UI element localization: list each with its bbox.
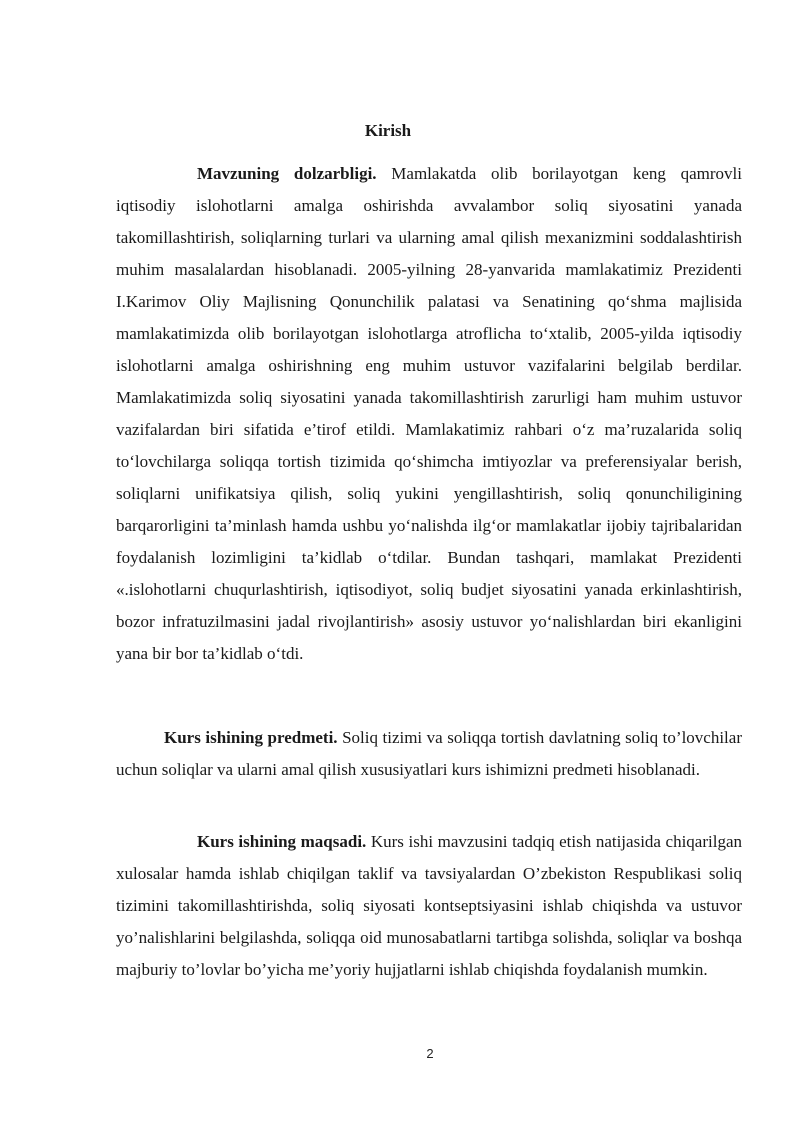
paragraph-body: Soliq tizimi va soliqqa tortish davlatning soliq to’lovchilar uchun soliqlar va ularni amal qilish xususiyatlari kurs ishimizni predmeti hisoblanadi. — [116, 728, 742, 779]
paragraph-maqsadi — [116, 826, 742, 986]
page-title: Kirish — [364, 121, 412, 140]
paragraph-heading: Kurs ishining maqsadi. — [197, 832, 367, 851]
paragraph-body: Kurs ishi mavzusini tadqiq etish natijasida chiqarilgan xulosalar hamda ishlab chiqilgan taklif va tavsiyalardan O’zbekiston Respublikasi soliq tizimini takomillashtirishda, soliq siyosati kontseptsiyasini ishlab chiqishda va ustuvor yo’nalishlarini belgilashda, soliqqa oid munosabatlarni tartibga solishda, soliqlar va boshqa majburiy to’lovlar bo’yicha me’yoriy hujjatlarni ishlab chiqishda foydalanish mumkin. — [116, 832, 742, 979]
paragraph-predmeti — [116, 722, 742, 786]
paragraph-heading: Kurs ishining predmeti. — [164, 728, 338, 747]
paragraph-dolzarbligi — [116, 158, 742, 670]
page-number: 2 — [426, 1046, 434, 1061]
paragraph-heading: Mavzuning dolzarbligi. — [197, 164, 377, 183]
paragraph-body: Mamlakatda olib borilayotgan keng qamrovli iqtisodiy islohotlarni amalga oshirishda avvalambor soliq siyosatini yanada takomillashtirish, soliqlarning turlari va ularning amal qilish mexanizmini soddalashtirish muhim masalalardan hisoblanadi. 2005-yilning 28-yanvarida mamlakatimiz Prezidenti I.Karimov Oliy Majlisning Qonunchilik palatasi va Senatining qo‘shma majlisida mamlakatimizda olib borilayotgan islohotlarga atroflicha to‘xtalib, 2005-yilda iqtisodiy islohotlarni amalga oshirishning eng muhim ustuvor vazifalarini belgilab berdilar. Mamlakatimizda soliq siyosatini yanada takomillashtirish zarurligi ham muhim ustuvor vazifalardan biri sifatida e’tirof etildi. Mamlakatimiz rahbari o‘z ma’ruzalarida soliq to‘lovchilarga soliqqa tortish tizimida qo‘shimcha imtiyozlar va preferensiyalar berish, soliqlarni unifikatsiya qilish, soliq yukini yengillashtirish, soliq qonunchiligining barqarorligini ta’minlash hamda ushbu yo‘nalishda ilg‘or mamlakatlar ijobiy tajribalaridan foydalanish lozimligini ta’kidlab o‘tdilar. Bundan tashqari, mamlakat Prezidenti «.islohotlarni chuqurlashtirish, iqtisodiyot, soliq budjet siyosatini yanada erkinlashtirish, bozor infratuzilmasini jadal rivojlantirish» asosiy ustuvor yo‘nalishlardan biri ekanligini yana bir bor ta’kidlab o‘tdi. — [116, 164, 742, 663]
